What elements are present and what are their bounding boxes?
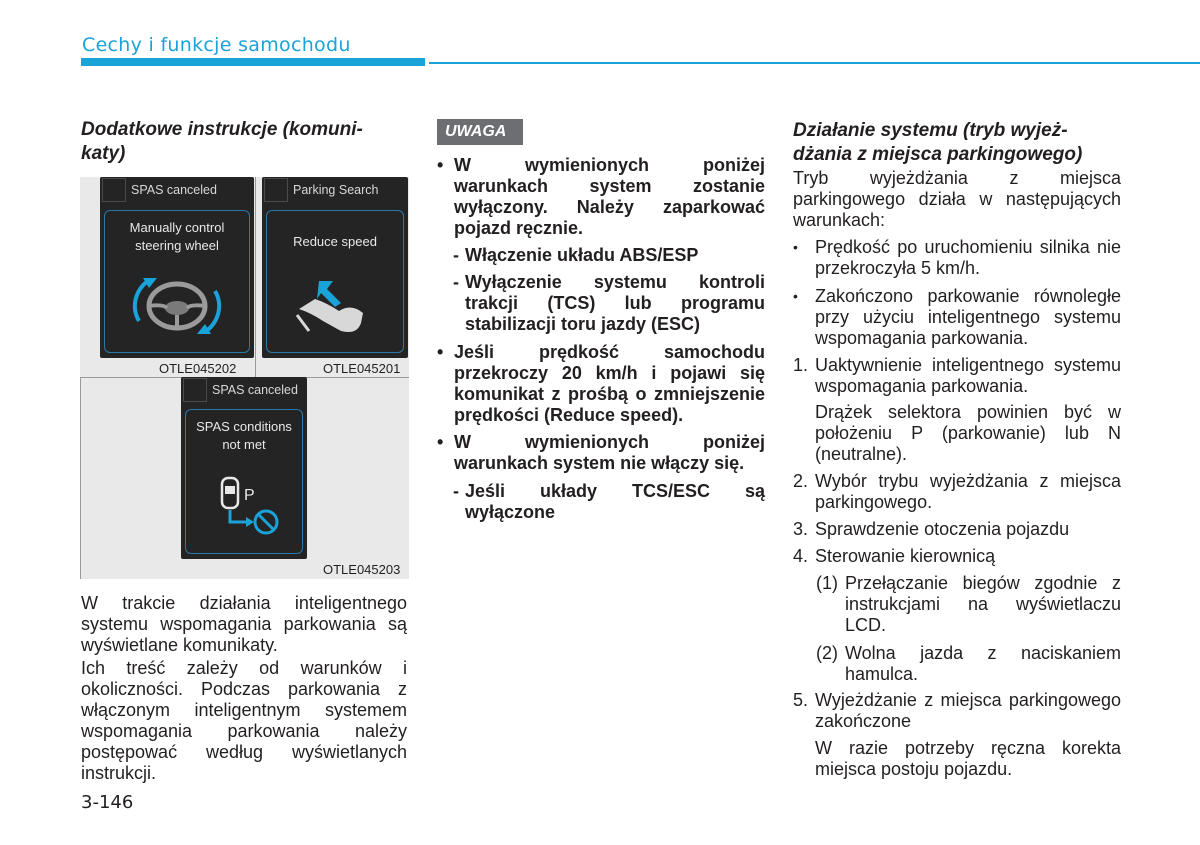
display-screen-1	[100, 177, 254, 358]
header-rule-thick	[81, 58, 425, 66]
steering-wheel-icon	[127, 266, 227, 346]
figure-area	[80, 177, 409, 579]
warning-item: • Jeśli prędkość samochodu przekroczy 20 km/h i pojawi się komunikat z prośbą o zmniejszenie prędkości (Reduce speed).	[437, 342, 765, 425]
warning-subitem: - Wyłączenie systemu kontroli trakcji (TCS) lub programu stabilizacji toru jazdy (ESC)	[453, 272, 765, 334]
header-rule-thin	[429, 62, 1200, 64]
figure-code: OTLE045201	[323, 361, 401, 376]
display-screen-2	[262, 177, 408, 358]
warning-subitem: - Jeśli układy TCS/ESC są wyłączone	[453, 481, 765, 522]
right-heading	[793, 119, 1123, 167]
section-title: Cechy i funkcje samochodu	[82, 34, 351, 56]
right-heading-line2: dżania z miejsca parkingowego)	[793, 144, 1083, 165]
screen-top-label: SPAS canceled	[131, 183, 217, 197]
figure-code: OTLE045203	[323, 562, 401, 577]
figure-divider	[80, 377, 81, 579]
left-heading-line2: katy)	[81, 143, 126, 164]
substep-item: (1) Przełączanie biegów zgodnie z instrukcjami na wyświetlaczu LCD.	[816, 573, 1121, 635]
substep-item: (2) Wolna jazda z naciskaniem hamulca.	[816, 643, 1121, 684]
message-panel: SPAS conditions not met P	[185, 409, 303, 554]
right-bullet: • Zakończono parkowanie równoległe przy użyciu inteligentnego systemu wspomagania parkowania.	[793, 286, 1121, 348]
left-paragraph-1: W trakcie działania inteligentnego systemu wspomagania parkowania są wyświetlane komunikaty.	[81, 593, 407, 655]
right-heading-line1: Działanie systemu (tryb wyjeż-	[793, 120, 1068, 141]
car-parking-prohibited-icon	[208, 472, 288, 542]
step-note: W razie potrzeby ręczna korekta miejsca postoju pojazdu.	[815, 738, 1121, 779]
screen-top-label: SPAS canceled	[212, 383, 298, 397]
warning-subitem: - Włączenie układu ABS/ESP	[453, 245, 699, 265]
right-intro: Tryb wyjeżdżania z miejsca parkingowego działa w następujących warunkach:	[793, 168, 1121, 230]
message-panel: Reduce speed	[266, 210, 404, 353]
right-bullet: • Prędkość po uruchomieniu silnika nie przekroczyła 5 km/h.	[793, 237, 1121, 278]
page-number: 3-146	[81, 792, 134, 813]
step-item: 3. Sprawdzenie otoczenia pojazdu	[793, 519, 1070, 539]
warning-badge: UWAGA	[437, 119, 523, 145]
left-heading	[81, 118, 411, 166]
figure-code: OTLE045202	[159, 361, 237, 376]
left-paragraph-2: Ich treść zależy od warunków i okoliczności. Podczas parkowania z włączonym inteligentnym systemem wspomagania parkowania należy postępować według wyświetlanych instrukcji.	[81, 658, 407, 783]
warning-item: • W wymienionych poniżej warunkach system zostanie wyłączony. Należy zaparkować pojazd ręcznie.	[437, 155, 765, 238]
screen-top-label: Parking Search	[293, 183, 379, 197]
warning-item: • W wymienionych poniżej warunkach system nie włączy się.	[437, 432, 765, 473]
step-item: 1. Uaktywnienie inteligentnego systemu wspomagania parkowania.	[793, 355, 1121, 396]
left-heading-line1: Dodatkowe instrukcje (komuni-	[81, 119, 363, 140]
step-item: 2. Wybór trybu wyjeżdżania z miejsca parkingowego.	[793, 471, 1121, 512]
message-panel: Manually control steering wheel	[104, 210, 250, 353]
brake-pedal-icon	[291, 273, 381, 343]
display-screen-3	[181, 377, 307, 559]
step-item: 4. Sterowanie kierownicą	[793, 546, 996, 566]
step-item: 5. Wyjeżdżanie z miejsca parkingowego zakończone	[793, 690, 1121, 731]
svg-text:P: P	[244, 487, 255, 504]
figure-divider	[255, 177, 256, 377]
step-note: Drążek selektora powinien być w położeniu P (parkowanie) lub N (neutralne).	[815, 402, 1121, 464]
